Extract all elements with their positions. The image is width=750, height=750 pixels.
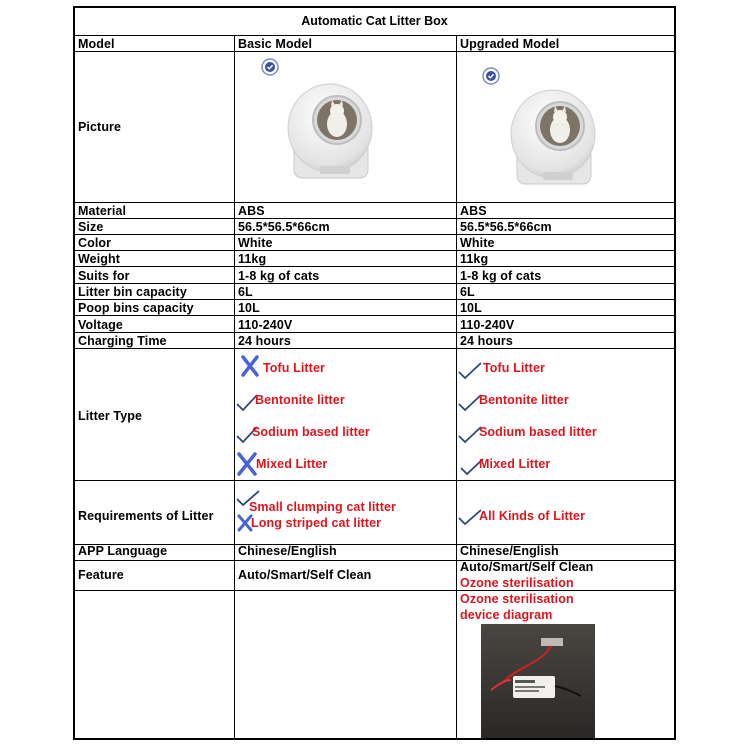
row-label-feature: Feature <box>78 568 124 582</box>
upgraded-material: ABS <box>460 204 487 218</box>
basic-app-language: Chinese/English <box>238 544 337 558</box>
ozone-caption-line1: Ozone sterilisation <box>460 592 574 606</box>
grid-line <box>75 590 674 591</box>
basic-color: White <box>238 236 273 250</box>
row-label-charging-time: Charging Time <box>78 334 167 348</box>
upgraded-litter-bin-capacity: 6L <box>460 285 475 299</box>
basic-requirement-small-clumping: Small clumping cat litter <box>249 500 396 514</box>
row-label-litter-bin-capacity: Litter bin capacity <box>78 285 187 299</box>
basic-requirement-long-striped: Long striped cat litter <box>251 516 382 530</box>
header-model: Model <box>78 37 115 51</box>
upgraded-suits-for: 1-8 kg of cats <box>460 269 542 283</box>
header-basic-model: Basic Model <box>238 37 313 51</box>
verified-badge-icon <box>481 66 501 86</box>
grid-line <box>75 266 674 267</box>
table-title: Automatic Cat Litter Box <box>301 14 448 28</box>
row-label-app-language: APP Language <box>78 544 168 558</box>
row-label-litter-type: Litter Type <box>78 409 143 423</box>
upgraded-feature-line1: Auto/Smart/Self Clean <box>460 560 594 574</box>
grid-line <box>75 283 674 284</box>
row-label-requirements: Requirements of Litter <box>78 509 214 523</box>
upgraded-weight: 11kg <box>460 252 489 266</box>
ozone-caption-line2: device diagram <box>460 608 553 622</box>
header-upgraded-model: Upgraded Model <box>460 37 560 51</box>
upgraded-poop-bins-capacity: 10L <box>460 301 482 315</box>
grid-line <box>75 480 674 481</box>
upgraded-model-product-image <box>503 86 603 190</box>
basic-litter-bentonite: Bentonite litter <box>255 393 345 407</box>
upgraded-voltage: 110-240V <box>460 318 515 332</box>
row-label-suits-for: Suits for <box>78 269 130 283</box>
basic-poop-bins-capacity: 10L <box>238 301 260 315</box>
upgraded-charging-time: 24 hours <box>460 334 513 348</box>
comparison-table <box>73 6 676 740</box>
column-divider <box>234 35 235 740</box>
cross-icon <box>241 355 259 377</box>
cross-icon <box>237 452 257 476</box>
ozone-device-photo <box>481 624 595 738</box>
grid-line <box>75 250 674 251</box>
upgraded-litter-tofu: Tofu Litter <box>483 361 545 375</box>
upgraded-litter-bentonite: Bentonite litter <box>479 393 569 407</box>
basic-litter-sodium: Sodium based litter <box>252 425 370 439</box>
row-label-voltage: Voltage <box>78 318 123 332</box>
grid-line <box>75 51 674 52</box>
upgraded-feature-line2: Ozone sterilisation <box>460 576 574 590</box>
basic-charging-time: 24 hours <box>238 334 291 348</box>
upgraded-requirement-all-kinds: All Kinds of Litter <box>479 509 586 523</box>
grid-line <box>75 332 674 333</box>
basic-weight: 11kg <box>238 252 267 266</box>
upgraded-size: 56.5*56.5*66cm <box>460 220 552 234</box>
grid-line <box>75 299 674 300</box>
basic-feature: Auto/Smart/Self Clean <box>238 568 372 582</box>
checkmark-icon <box>457 360 483 380</box>
grid-line <box>75 35 674 36</box>
basic-litter-tofu: Tofu Litter <box>263 361 325 375</box>
picture-label: Picture <box>78 120 122 134</box>
upgraded-app-language: Chinese/English <box>460 544 559 558</box>
upgraded-litter-sodium: Sodium based litter <box>479 425 597 439</box>
row-label-size: Size <box>78 220 104 234</box>
row-label-poop-bins-capacity: Poop bins capacity <box>78 301 194 315</box>
grid-line <box>75 348 674 349</box>
basic-model-product-image <box>280 80 380 184</box>
grid-line <box>75 234 674 235</box>
basic-voltage: 110-240V <box>238 318 293 332</box>
basic-litter-mixed: Mixed Litter <box>256 457 328 471</box>
basic-material: ABS <box>238 204 265 218</box>
row-label-weight: Weight <box>78 252 121 266</box>
row-label-color: Color <box>78 236 112 250</box>
column-divider <box>456 35 457 740</box>
grid-line <box>75 202 674 203</box>
basic-suits-for: 1-8 kg of cats <box>238 269 320 283</box>
grid-line <box>75 218 674 219</box>
basic-litter-bin-capacity: 6L <box>238 285 253 299</box>
verified-badge-icon <box>260 57 280 77</box>
basic-size: 56.5*56.5*66cm <box>238 220 330 234</box>
row-label-material: Material <box>78 204 127 218</box>
upgraded-color: White <box>460 236 495 250</box>
grid-line <box>75 315 674 316</box>
upgraded-litter-mixed: Mixed Litter <box>479 457 551 471</box>
